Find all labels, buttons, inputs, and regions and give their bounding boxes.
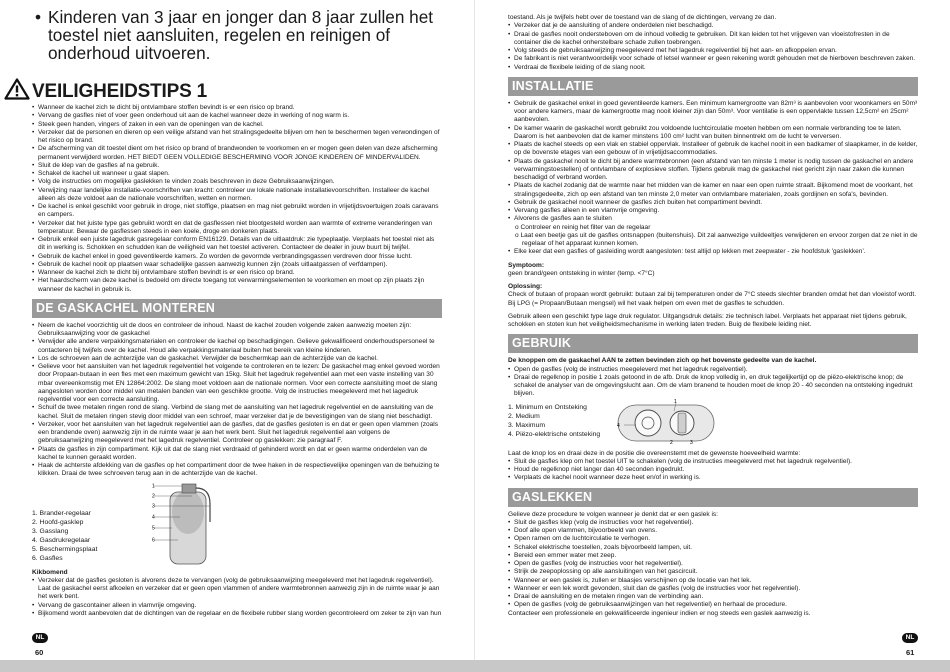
install-item: • Plaats de gaskachel nooit te dicht bij andere warmtebronnen (een afstand van ten minste 1 meter is nodig tussen de gaskachel en andere verwarmingstoestellen) of ontvlambare of explosieve stoffen. Tijdens gebruik mag de gaskachel niet gericht zijn naar zaken die kunnen beschadigd of verbrand worden. xyxy=(508,157,914,181)
control-knobs-diagram-icon xyxy=(616,399,716,447)
off-lead: Laat de knop los en draai deze in de positie die overeenstemt met de gewenste hoeveelheid warmte: xyxy=(508,449,801,457)
leak-close: Contacteer een professionele en gekwalificeerde ingenieur indien er nog steeds een gaslek aanwezig is. xyxy=(508,609,811,617)
bullet-icon: • xyxy=(508,182,511,190)
safety-title: VEILIGHEIDSTIPS 1 xyxy=(32,81,208,102)
safety-tips-list xyxy=(32,104,442,294)
leak-step: • Bereid een emmer water met zeep. xyxy=(508,551,617,559)
bullet-icon: • xyxy=(508,551,511,559)
bullet-icon: • xyxy=(508,30,511,38)
bullet-icon: • xyxy=(32,120,35,128)
install-item: • Alvorens de gasfles aan te sluiten xyxy=(508,215,612,223)
bullet-icon: • xyxy=(508,543,511,551)
replace-list xyxy=(32,577,442,618)
symptom-text: geen brand/geen ontsteking in winter (temp. <7°C) xyxy=(508,269,655,277)
mount-step: • Los de schroeven aan de achterzijde van de gaskachel. Verwijder de beschermkap aan de achterzijde van de kachel. xyxy=(32,354,378,362)
bullet-icon: • xyxy=(32,260,35,268)
position-item: 4. Piëzo-elektrische ontsteking xyxy=(508,430,601,438)
bullet-icon: • xyxy=(508,535,511,543)
safety-header xyxy=(32,76,442,104)
bullet-icon: • xyxy=(32,321,35,329)
position-item: 3. Maximum xyxy=(508,421,546,429)
use-step: • Open de gasfles (volg de instructies meegeleverd met het lagedruk regelventiel). xyxy=(508,365,748,373)
safety-tip: • Verzeker dat de personen en dieren op een veilige afstand van het stralingsgedeelte blijven om hen te beschermen tegen verwondingen of het risico op brand. xyxy=(32,128,440,144)
bullet-icon: • xyxy=(32,219,35,227)
positions-legend xyxy=(508,403,600,439)
install-item: • Vervang gasfles alleen in een vlamvrije omgeving. xyxy=(508,207,660,214)
bullet-icon: • xyxy=(32,445,35,453)
safety-tip: • Het haardscherm van deze kachel is bedoeld om directe toegang tot verwarmingselementen te voorkomen en moet op zijn plaats zijn wanneer de kachel in gebruik is. xyxy=(32,277,425,293)
install-section-header: INSTALLATIE xyxy=(508,77,918,96)
bullet-icon: • xyxy=(508,55,511,63)
knob-callout-3: 3 xyxy=(690,439,693,446)
mount-step: • Verzeker, voor het aansluiten van het lagedruk regelventiel aan de gasfles, dat de gasfles gesloten is en dat er geen open vlammen (zoals een brandende oven) aanwezig zijn in de ruimte waar je aan het werk bent. Sluit het lagedruk regelventiel aan volgens de gebruiksaanwijzing meegeleverd met het lagedruk regelventiel. Controleer op gaslekken: zie paragraaf F. xyxy=(32,420,438,445)
parts-figure xyxy=(32,482,442,567)
install-list xyxy=(508,100,918,257)
bullet-icon: • xyxy=(32,252,35,260)
continued-list xyxy=(508,14,918,72)
off-step: • Sluit de gasfles klep om het toestel UIT te schakelen (volg de instructies meegeleverd met het lagedruk regelventiel). xyxy=(508,457,852,465)
callout-6: 6 xyxy=(152,537,155,543)
part-item: 3. Gasslang xyxy=(32,527,69,535)
bullet-icon: • xyxy=(32,104,35,111)
page-number: 60 xyxy=(35,648,44,657)
safety-tip: • Gebruik enkel een juiste lagedruk gasregelaar conform EN16129. Details van de uitlaatdruk: zie typeplaatje. Verplaats het toestel niet als dit in werking is. Schokken en schudden kan de veiligheid van het toestel activeren. Contacteer de dealer in jouw buurt bij twijfel. xyxy=(32,236,435,252)
page-number: 61 xyxy=(906,648,915,657)
continued-item: • Draai de gasfles nooit ondersteboven om de inhoud volledig te gebruiken. Dit kan leiden tot het vrijgeven van vloeistofresten in de container die de kachel onherstelbare schade zullen toebrengen. xyxy=(508,30,890,46)
mount-step: • Haak de achterste afdekking van de gasfles op het compartiment door de twee haken in de respectievelijke openingen van de behuizing te klikken. Draai de twee schroeven terug aan in de achterzijde van de kachel. xyxy=(32,462,440,478)
knob-callout-2: 2 xyxy=(670,439,673,446)
off-step: • Verplaats de kachel nooit wanneer deze heet en/of in werking is. xyxy=(508,474,701,482)
install-item: o Controleer en reinig het filter van de regelaar xyxy=(515,223,651,231)
part-item: 4. Gasdrukregelaar xyxy=(32,536,91,544)
warning-triangle-icon xyxy=(4,78,30,100)
gas-cylinder-diagram-icon xyxy=(152,482,232,567)
symptom-label: Symptoom: xyxy=(508,261,545,269)
bullet-icon: • xyxy=(508,22,511,30)
language-badge: NL xyxy=(32,633,48,643)
bullet-icon: • xyxy=(32,420,35,428)
bullet-icon: • xyxy=(508,474,511,482)
bullet-icon: • xyxy=(508,560,511,567)
continued-item: toestand. Als je twijfels hebt over de toestand van de slang of de dichtingen, vervang ze dan. xyxy=(508,14,777,21)
safety-tip: • Sluit de klep van de gasfles af na gebruik. xyxy=(32,161,160,169)
bullet-icon: • xyxy=(32,161,35,169)
bullet-icon: • xyxy=(508,248,511,256)
continued-item: • Volg steeds de gebruiksaanwijzing meegeleverd met het lagedruk regelventiel bij het aan- en afkoppelen ervan. xyxy=(508,47,837,54)
replace-step: • Vervang de gascontainer alleen in vlamvrije omgeving. xyxy=(32,601,197,609)
mount-list xyxy=(32,322,442,479)
safety-tip: • De afscherming van dit toestel dient om het risico op brand of brandwonden te voorkomen en er mogen geen delen van deze afscherming permanent verwijderd worden. HET BIEDT GEEN VOLLEDIGE BESCHERMING VOOR JONGE KINDEREN OF MINDERVALIDEN. xyxy=(32,145,438,161)
callout-5: 5 xyxy=(152,525,155,531)
install-item: • Plaats de kachel steeds op een vlak en stabiel oppervlak. Installeer of gebruik de kachel nooit in een badkamer of slaapkamer, in de kelder, op de bovenste etages van een gebouw of in vrijetijdsaccommodaties. xyxy=(508,141,918,157)
bullet-icon: • xyxy=(508,365,511,373)
knob-figure xyxy=(508,398,918,446)
bullet-icon: • xyxy=(32,112,35,120)
leak-step: • Draai de aansluiting en de metalen ringen van de verbinding aan. xyxy=(508,593,704,600)
bullet-icon: • xyxy=(32,609,35,617)
bullet-icon: • xyxy=(508,593,511,600)
bullet-icon: • xyxy=(32,128,35,136)
bullet-icon: • xyxy=(32,186,35,194)
replace-step: • Verzeker dat de gasfles gesloten is alvorens deze te vervangen (volg de gebruiksaanwijzing meegeleverd met het lagedruk regelventiel). Laat de gaskachel eerst afkoelen en verzeker dat er geen open vlammen of andere warmtebronnen aanwezig zijn in de ruimte waar je aan het werk bent. xyxy=(32,576,440,601)
language-badge: NL xyxy=(902,633,918,643)
parts-legend xyxy=(32,509,97,563)
part-item: 6. Gasfles xyxy=(32,554,63,562)
knob-callout-4: 4 xyxy=(617,422,620,429)
safety-tip: • Schakel de kachel uit wanneer u gaat slapen. xyxy=(32,170,170,177)
use-list xyxy=(508,366,918,399)
safety-tip: • Verwijzing naar landelijke installatie-voorschriften van kracht: controleer uw lokale nationale installatievoorschriften. Installeer de kachel alleen als deze voldoet aan de nationale voorschriften, wetten en normen. xyxy=(32,186,430,202)
replace-heading: Kikbomend xyxy=(32,568,68,576)
solution-text-2: Gebruik alleen een geschikt type lage druk regulator. Uitgangsdruk details: zie technisch label. Verplaats het apparaat niet tijdens gebruik, schokken en stoten kun het veiligheidsmechanisme in werking laten treden. Buig de flexibele leiding niet. xyxy=(508,312,907,328)
replace-step: • Bijkomend wordt aanbevolen dat de dichtingen van de regelaar en de flexibele rubber slang worden gecontroleerd om zeker te zijn van hun xyxy=(32,609,442,617)
right-page xyxy=(475,0,950,672)
left-column xyxy=(32,8,442,618)
bullet-icon: • xyxy=(508,198,511,206)
bullet-icon: • xyxy=(508,457,511,465)
continued-item: • Verzeker dat je de aansluiting of andere onderdelen niet beschadigd. xyxy=(508,22,714,30)
safety-tip: • Verzeker dat het juiste type gas gebruikt wordt en dat de gasflessen niet blootgesteld worden aan warmte of extreme veranderingen van temperatuur. Bewaar de gasflessen steeds in een koele, droge en donkeren plaats. xyxy=(32,219,433,235)
continued-item: • Verdraai de flexibele leiding of de slang nooit. xyxy=(508,63,646,71)
leak-section-header: GASLEKKEN xyxy=(508,488,918,507)
bullet-icon: • xyxy=(32,404,35,412)
leak-step: • Open ramen om de luchtcirculatie te verhogen. xyxy=(508,535,651,543)
bullet-icon: • xyxy=(32,601,35,609)
safety-tip: • Volg de instructies om mogelijke gaslekken te vinden zoals beschreven in deze Gebruiksaanwijzingen. xyxy=(32,178,335,186)
bullet-icon: • xyxy=(508,215,511,223)
leak-lead: Gelieve deze procedure te volgen wanneer je denkt dat er een gaslek is: xyxy=(508,510,718,518)
leak-step: • Wanneer er een lek wordt gevonden, sluit dan de gasfles (volg de instructies voor het regelventiel). xyxy=(508,584,801,592)
solution-text: Check of butaan of propaan wordt gebruikt: butaan zal bij temperaturen onder de 7°C steeds slechter branden omdat het dan vloeistof wordt. Bij LPG (= Propaan/Butaan mengsel) wil het vaak helpen om even met de gasfles te schudden. xyxy=(508,291,917,307)
bullet-icon: • xyxy=(508,63,511,71)
bullet-icon: • xyxy=(508,141,511,148)
safety-tip: • Gebruik de kachel nooit op plaatsen waar schadelijke gassen aanwezig kunnen zijn (zoals uitlaatgassen of verfdampen). xyxy=(32,260,388,268)
part-item: 1. Brander-regelaar xyxy=(32,509,91,517)
safety-tip: • De kachel is enkel geschikt voor gebruik in droge, niet stoffige, plaatsen en mag niet gebruikt worden in vrijetijdsvoertuigen zoals caravans en campers. xyxy=(32,203,439,219)
leak-step: • Sluit de gasfles klep (volg de instructies voor het regelventiel). xyxy=(508,518,694,526)
use-lead: De knoppen om de gaskachel AAN te zetten bevinden zich op het bovenste gedeelte van de kachel. xyxy=(508,357,817,365)
leak-step: • Open de gasfles (volg de instructies voor het regelventiel). xyxy=(508,560,683,567)
bullet-icon: • xyxy=(508,584,511,592)
footer-bar xyxy=(0,660,950,672)
bullet-icon: • xyxy=(508,601,511,609)
safety-tip: • Wanneer de kachel zich te dicht bij ontvlambare stoffen bevindt is er een risico op brand. xyxy=(32,269,295,276)
callout-1: 1 xyxy=(152,483,155,489)
position-item: 1. Minimum en Ontsteking xyxy=(508,403,587,411)
bullet-icon: • xyxy=(32,338,35,346)
callout-4: 4 xyxy=(152,514,155,520)
callout-3: 3 xyxy=(152,503,155,509)
mount-section-header: DE GASKACHEL MONTEREN xyxy=(32,299,442,318)
safety-tip: • Wanneer de kachel zich te dicht bij ontvlambare stoffen bevindt is er een risico op brand. xyxy=(32,104,295,111)
mount-step: • Neem de kachel voorzichtig uit de doos en controleer de inhoud. Naast de kachel zouden volgende zaken aanwezig moeten zijn: Gebruiksaanwijzing voor de gaskachel xyxy=(32,321,412,337)
off-list xyxy=(508,458,918,483)
leak-step: • Wanneer er een gaslek is, zullen er blaasjes verschijnen op de locatie van het lek. xyxy=(508,576,752,584)
knob-callout-1: 1 xyxy=(674,398,677,405)
solution-label: Oplossing: xyxy=(508,283,543,290)
bullet-icon: • xyxy=(32,354,35,362)
leak-list xyxy=(508,519,918,610)
bullet-icon: • xyxy=(508,576,511,584)
bullet-icon: • xyxy=(508,157,511,165)
bullet-icon: • xyxy=(508,373,511,381)
children-warning: • Kinderen van 3 jaar en jonger dan 8 jaar zullen het toestel niet aansluiten, regelen en reinigen of onderhoud uitvoeren. xyxy=(35,7,434,63)
bullet-icon: • xyxy=(508,527,511,534)
bullet-icon: • xyxy=(32,363,35,370)
mount-step: • Verwijder alle andere verpakkingsmaterialen en controleer de kachel op beschadigingen. Gelieve gekwalificeerd onderhoudspersoneel te contacteren bij twijfels over de kachel. Houd alle verpakkingsmateriaal buiten het bereik van kleine kinderen. xyxy=(32,338,435,354)
off-step: • Houd de regelknop niet langer dan 40 seconden ingedrukt. xyxy=(508,466,685,473)
safety-tip: • Steek geen handen, vingers of zaken in een van de openingen van de kachel. xyxy=(32,120,264,128)
part-item: 2. Hoofd-gasklep xyxy=(32,518,84,526)
install-item: • De kamer waarin de gaskachel wordt gebruikt zou voldoende luchtcirculatie moeten hebben om een normale verbranding toe te laten. Daarom is het aanbevolen dat de kamer minstens 100 cm² lucht van buiten binnentrekt om de lucht te verversen. xyxy=(508,124,902,140)
bullet-icon: • xyxy=(508,466,511,473)
install-item: • Elke keer dat een gasfles of gasleiding wordt aangesloten: test altijd op lekken met zeepwater - zie hoofdstuk 'gaslekken'. xyxy=(508,248,866,256)
safety-tip: • Vervang de gasfles niet of voer geen onderhoud uit aan de kachel wanneer deze in werking of nog warm is. xyxy=(32,112,350,120)
bullet-icon: • xyxy=(32,236,35,243)
bullet-icon: • xyxy=(32,576,35,584)
use-step: • Draai de regelknop in positie 1 zoals getoond in de afb. Druk de knop volledig in, en druk tegelijkertijd op de piëzo-elektrische knop; de schakel de analyser van de omgevingslucht aan. Om de vlam branend te houden moet de knop 20 - 40 seconden na ontsteking ingedrukt blijven. xyxy=(508,373,913,398)
right-column xyxy=(508,14,918,618)
callout-2: 2 xyxy=(152,493,155,499)
part-item: 5. Beschermingsplaat xyxy=(32,545,98,553)
bullet-icon: • xyxy=(32,269,35,276)
bullet-icon: • xyxy=(508,207,511,214)
leak-step: • Strijk de zeepoplossing op alle aansluitingen van het gascircuit. xyxy=(508,568,698,576)
leak-step: • Open de gasfles (volg de gebruiksaanwijzingen van het regelventiel) en herhaal de procedure. xyxy=(508,601,787,609)
mount-step: • Schuif de twee metalen ringen rond de slang. Verbind de slang met de aansluiting van het lagedruk regelventiel en de aansluiting van de kachel. Sluit de metalen ringen stevig door middel van een schroef, maar verzeker dat je de bevestigingen van de slang niet beschadigt. xyxy=(32,404,434,420)
bullet-icon: • xyxy=(32,277,35,285)
continued-item: • De fabrikant is niet verantwoordelijk voor schade of letsel wanneer er geen rekening wordt gehouden met de hierboven beschreven zaken. xyxy=(508,55,916,63)
use-section-header: GEBRUIK xyxy=(508,334,918,353)
bullet-icon: • xyxy=(508,518,511,526)
install-item: • Gebruik de gaskachel enkel in goed geventileerde kamers. Een minimum kamergrootte van 82m³ is aanbevolen voor woonkamers en 50m³ voor andere kamers, maar de kamergrootte mag nooit kleiner zijn dan 50m³. Voor ventilatie is een oppervlakte tussen 12,5cm² en 25cm² aanbevolen. xyxy=(508,99,918,124)
mount-step: • Plaats de gasfles in zijn compartiment. Kijk uit dat de slang niet verdraaid of gehinderd wordt en dat er geen warme onderdelen van de kachel te kunnen geraakt worden. xyxy=(32,445,428,461)
bullet-icon: • xyxy=(508,568,511,576)
bullet-icon: • xyxy=(508,99,511,107)
leak-step: • Doof alle open vlammen, bijvoorbeeld van ovens. xyxy=(508,527,658,534)
install-item: o Laat een beetje gas uit de gasfles ontsnappen (buitenshuis). Dit zal aanwezige vuildeeltjes verwijderen en ervoor zorgen dat ze niet in de regelaar of het apparaat kunnen komen. xyxy=(515,231,918,247)
bullet-icon: • xyxy=(508,47,511,54)
safety-tip: • Gebruik de kachel enkel in goed geventileerde kamers. Zo worden de gevormde verbrandingsgassen verdreven door frisse lucht. xyxy=(32,252,413,260)
bullet-icon: • xyxy=(508,124,511,132)
leak-step: • Schakel elektrische toestellen, zoals bijvoorbeeld lampen, uit. xyxy=(508,543,692,551)
mount-step: • Gelieve voor het aansluiten van het lagedruk regelventiel het volgende te controleren en te lezen: De gaskachel mag enkel gevoed worden door Propaan-butaan in een fles met een maximum gewicht van 15kg. Sluit het lagedruk regelventiel aan met een vaste instelling van 30 mbar overeenkomstig met EN 12864:2002. De slang moet voldoen aan de nationale normen. Voor een correcte aansluiting moet de slang aangesloten worden door middel van metalen banden van een geschikte grootte. Volg de instructies meegeleverd met het lagedruk regelventiel voor een correcte aansluiting. xyxy=(32,363,440,403)
bullet-icon: • xyxy=(32,170,35,177)
install-item: • Plaats de kachel zodanig dat de warmte naar het midden van de kamer en naar een open ruimte straalt. Bijkomend moet de voorkant, het stralingsgedeelte, zich op een afstand van ten minste 2,0 meter van ontvlambare materialen, zoals gordijnen en sofa's, bevinden. xyxy=(508,182,913,198)
install-item: • Gebruik de gaskachel nooit wanneer de gasfles zich buiten het compartiment bevindt. xyxy=(508,198,763,206)
bullet-icon: • xyxy=(32,462,35,469)
bullet-icon: • xyxy=(32,145,35,153)
position-item: 2. Medium xyxy=(508,412,540,420)
bullet-icon: • xyxy=(32,203,35,210)
bullet-icon: • xyxy=(32,178,35,186)
